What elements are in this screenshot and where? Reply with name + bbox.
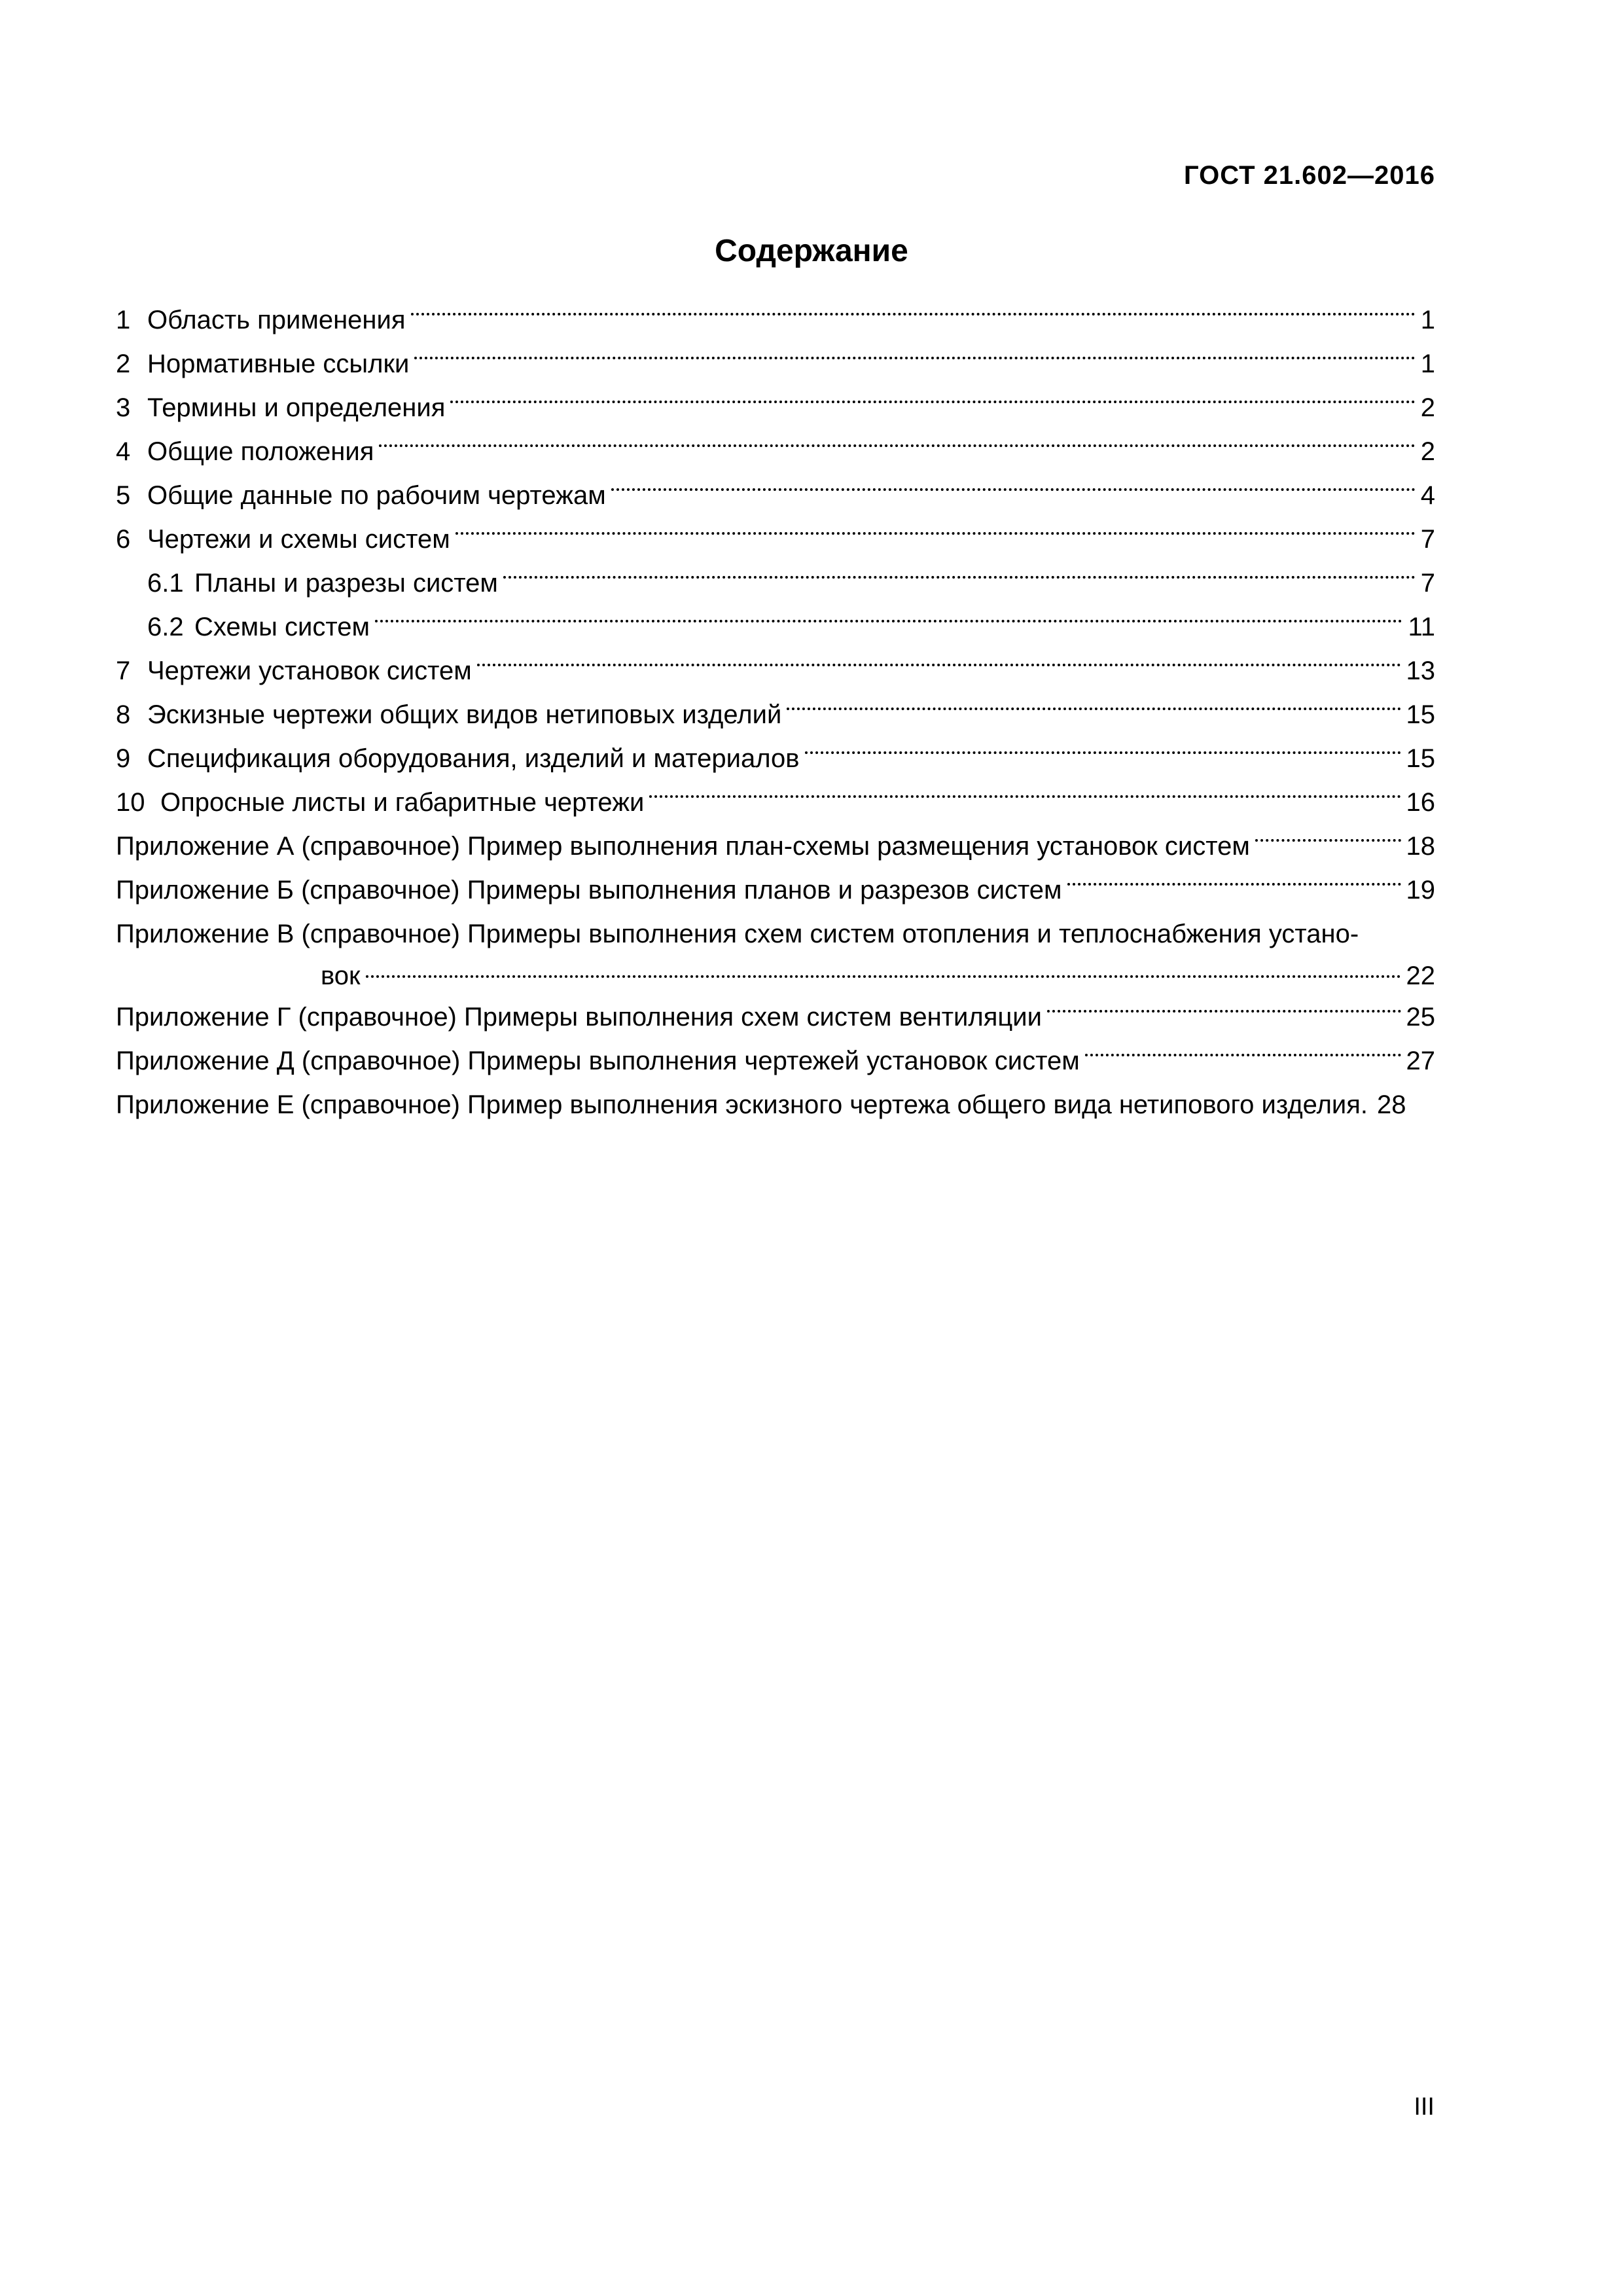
- toc-entry-number: 3: [116, 393, 131, 422]
- toc-entry-page: 25: [1406, 1003, 1435, 1031]
- dot-leader: [1067, 883, 1401, 886]
- dot-leader: [455, 532, 1416, 535]
- toc-entry-title: Спецификация оборудования, изделий и материалов: [147, 744, 800, 773]
- toc-appendix-d[interactable]: [116, 1039, 1435, 1083]
- toc-entry-page: 15: [1406, 744, 1435, 773]
- dot-leader: [787, 708, 1400, 710]
- toc-entry-page: 19: [1406, 876, 1435, 905]
- toc-entry-page: 2: [1420, 393, 1435, 422]
- toc-entry-number: 5: [116, 481, 131, 510]
- toc-entry-page: 16: [1406, 788, 1435, 817]
- toc-entry-number: 6.1: [147, 569, 184, 598]
- dot-leader: [411, 313, 1416, 315]
- toc-entry-page: 4: [1420, 481, 1435, 510]
- toc-entry-continuation: [116, 956, 1435, 996]
- toc-entry-9[interactable]: [116, 737, 1435, 781]
- toc-entry-3[interactable]: [116, 386, 1435, 430]
- dot-leader: [1255, 839, 1401, 842]
- toc-entry-5[interactable]: [116, 474, 1435, 518]
- dot-leader: [805, 751, 1401, 754]
- toc-entry-title: Чертежи и схемы систем: [147, 525, 450, 554]
- page-title: Содержание: [715, 234, 908, 268]
- toc-entry-title: Опросные листы и габаритные чертежи: [160, 788, 645, 817]
- toc-entry-title: Эскизные чертежи общих видов нетиповых изделий: [147, 700, 782, 729]
- toc-entry-7[interactable]: [116, 649, 1435, 693]
- toc-entry-6-2[interactable]: [116, 605, 1435, 649]
- dot-leader: [649, 795, 1400, 798]
- toc-entry-1[interactable]: [116, 298, 1435, 342]
- toc-entry-page: 28: [1377, 1090, 1406, 1119]
- toc-entry-number: 4: [116, 437, 131, 466]
- toc-entry-number: 9: [116, 744, 131, 773]
- dot-leader: [414, 357, 1415, 359]
- dot-leader: [366, 975, 1401, 978]
- toc-entry-title: Приложение Д (справочное) Примеры выполнения чертежей установок систем: [116, 1047, 1080, 1075]
- toc-entry-title: Приложение Г (справочное) Примеры выполнения схем систем вентиляции: [116, 1003, 1042, 1031]
- toc-entry-page: 1: [1420, 306, 1435, 334]
- toc-entry-title: Приложение Б (справочное) Примеры выполнения планов и разрезов систем: [116, 876, 1062, 905]
- toc-entry-title: Термины и определения: [147, 393, 446, 422]
- toc-entry-number: 6: [116, 525, 131, 554]
- toc-entry-number: 7: [116, 656, 131, 685]
- toc-entry-number: 10: [116, 788, 145, 817]
- toc-entry-page: 1: [1420, 350, 1435, 378]
- dot-leader: [379, 444, 1415, 447]
- toc-entry-title: Планы и разрезы систем: [194, 569, 498, 598]
- dot-leader: [611, 488, 1416, 491]
- toc-entry-page: 22: [1406, 961, 1435, 990]
- toc-appendix-b[interactable]: [116, 869, 1435, 912]
- dot-leader: [1085, 1054, 1401, 1056]
- toc-entry-title: Область применения: [147, 306, 406, 334]
- toc-appendix-g[interactable]: [116, 996, 1435, 1039]
- toc-entry-number: 1: [116, 306, 131, 334]
- toc-entry-title: Общие положения: [147, 437, 374, 466]
- toc-entry-page: 15: [1406, 700, 1435, 729]
- dot-leader: [503, 576, 1416, 579]
- dot-leader: [1047, 1010, 1401, 1013]
- dot-leader: [477, 664, 1401, 666]
- dot-leader: [450, 401, 1415, 403]
- toc-entry-number: 6.2: [147, 613, 184, 641]
- toc-entry-page: 7: [1420, 569, 1435, 598]
- toc-entry-title: Схемы систем: [194, 613, 370, 641]
- toc-entry-10[interactable]: [116, 781, 1435, 825]
- toc-entry-2[interactable]: [116, 342, 1435, 386]
- toc-entry-page: 7: [1420, 525, 1435, 554]
- document-number: ГОСТ 21.602—2016: [1183, 161, 1435, 190]
- toc-entry-number: 2: [116, 350, 131, 378]
- toc-entry-title: Чертежи установок систем: [147, 656, 472, 685]
- toc-appendix-a[interactable]: [116, 825, 1435, 869]
- toc-entry-6[interactable]: [116, 518, 1435, 562]
- toc-entry-title: Приложение Е (справочное) Пример выполнения эскизного чертежа общего вида нетипового изделия.: [116, 1090, 1368, 1119]
- toc-appendix-e[interactable]: [116, 1083, 1435, 1127]
- toc-entry-page: 2: [1420, 437, 1435, 466]
- toc-entry-title: Приложение В (справочное) Примеры выполнения схем систем отопления и теплоснабжения устано-: [116, 920, 1359, 948]
- dot-leader: [375, 620, 1402, 622]
- toc-entry-4[interactable]: [116, 430, 1435, 474]
- toc-entry-8[interactable]: [116, 693, 1435, 737]
- toc-entry-page: 11: [1408, 613, 1435, 641]
- toc-entry-title: Общие данные по рабочим чертежам: [147, 481, 606, 510]
- toc-entry-page: 27: [1406, 1047, 1435, 1075]
- table-of-contents: [116, 298, 1435, 1127]
- toc-entry-6-1[interactable]: [116, 562, 1435, 605]
- toc-entry-number: 8: [116, 700, 131, 729]
- toc-entry-page: 13: [1406, 656, 1435, 685]
- page-number: III: [1414, 2093, 1435, 2121]
- toc-entry-title: Приложение А (справочное) Пример выполнения план-схемы размещения установок систем: [116, 832, 1250, 861]
- toc-appendix-v[interactable]: [116, 912, 1435, 996]
- toc-entry-title-continued: вок: [321, 961, 361, 990]
- toc-entry-page: 18: [1406, 832, 1435, 861]
- toc-entry-title: Нормативные ссылки: [147, 350, 410, 378]
